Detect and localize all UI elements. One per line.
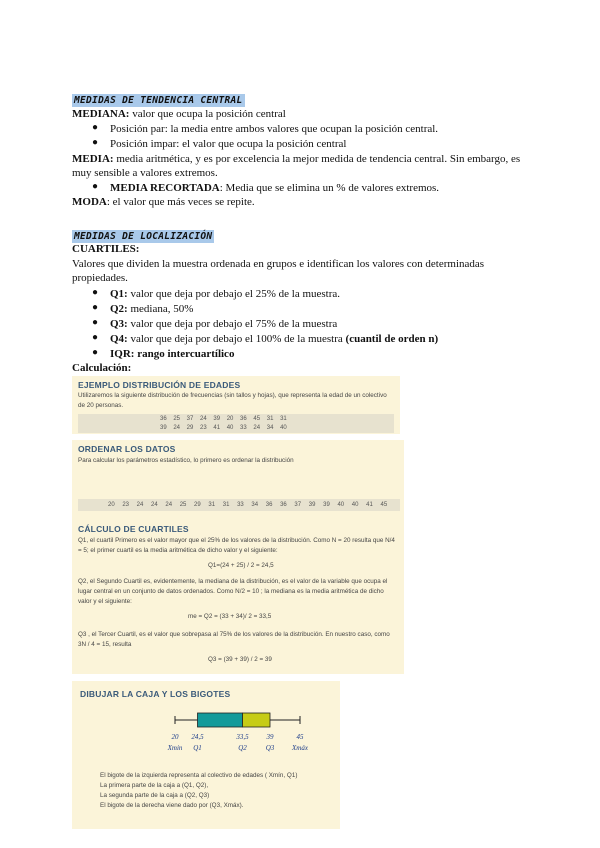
cuartiles-panel <box>72 440 404 674</box>
tick-label: 39 <box>266 733 274 741</box>
calculacion-label: Calculación: <box>72 362 132 374</box>
q1-text: Q1, el cuartil Primero es el valor mayor que el 25% de los valores de la distribución. Como N = 20 resulta que N/4 = 5; el primer cuartil es la media aritmética de dicho valor y el siguiente: <box>78 537 395 554</box>
quartile-name: Q1 <box>193 744 202 752</box>
boxplot-desc: La primera parte de la caja a (Q1, Q2), <box>100 782 209 789</box>
bullet-icon: ● <box>92 317 99 328</box>
media-paragraph: MEDIA: media aritmética, y es por excelencia la mejor medida de tendencia central. Sin embargo, es muy sensible a valores extremos. <box>72 153 521 179</box>
tick-label: 45 <box>296 733 304 741</box>
panel-title: ORDENAR LOS DATOS <box>78 444 176 454</box>
q3-formula: Q3 = (39 + 39) / 2 = 39 <box>208 656 272 663</box>
q3-item: Q3: valor que deja por debajo el 75% de la muestra <box>110 318 338 330</box>
q1-formula: Q1=(24 + 25) / 2 = 24,5 <box>208 562 274 569</box>
boxplot-desc: El bigote de la derecha viene dado por (Q3, Xmáx). <box>100 802 244 809</box>
media-recortada-line: MEDIA RECORTADA: Media que se elimina un % de valores extremos. <box>110 182 440 194</box>
panel-text: Para calcular los parámetros estadístico, lo primero es ordenar la distribución <box>78 457 294 464</box>
bullet-item: Posición impar: el valor que ocupa la posición central <box>110 138 347 150</box>
bullet-icon: ● <box>92 181 99 192</box>
q4-item: Q4: valor que deja por debajo el 100% de la muestra (cuantil de orden n) <box>110 333 439 345</box>
box-upper-half <box>243 713 271 727</box>
bullet-icon: ● <box>92 122 99 133</box>
section-heading-tendencia: MEDIDAS DE TENDENCIA CENTRAL <box>74 95 243 106</box>
q2-item: Q2: mediana, 50% <box>110 303 194 315</box>
quartile-name: Xmáx <box>292 744 308 752</box>
bullet-icon: ● <box>92 302 99 313</box>
boxplot-desc: La segunda parte de la caja a (Q2, Q3) <box>100 792 210 799</box>
bullet-icon: ● <box>92 347 99 358</box>
tick-label: 20 <box>171 733 179 741</box>
q1-item: Q1: valor que deja por debajo el 25% de la muestra. <box>110 288 341 300</box>
moda-line: MODA: el valor que más veces se repite. <box>72 196 255 208</box>
data-row: 39 24 29 23 41 40 33 24 34 40 <box>160 425 287 431</box>
data-row: 36 25 37 24 39 20 36 45 31 31 <box>160 416 287 422</box>
panel-title: EJEMPLO DISTRIBUCIÓN DE EDADES <box>78 380 241 390</box>
box-lower-half <box>198 713 243 727</box>
mediana-line: MEDIANA: valor que ocupa la posición central <box>72 108 286 120</box>
sorted-row: 20 23 24 24 24 25 29 31 31 33 34 36 36 37 39 39 40 40 41 45 <box>108 502 388 508</box>
panel-text: Utilizaremos la siguiente distribución de frecuencias (sin tallos y hojas), que representa la edad de un colectivo de 20 personas. <box>78 392 387 409</box>
boxplot-desc: El bigote de la izquierda representa al colectivo de edades ( Xmín, Q1) <box>100 772 298 779</box>
q2-formula: me = Q2 = (33 + 34)/ 2 = 33,5 <box>188 613 272 620</box>
bullet-icon: ● <box>92 137 99 148</box>
bullet-icon: ● <box>92 332 99 343</box>
tick-label: 33,5 <box>236 733 249 741</box>
bullet-icon: ● <box>92 287 99 298</box>
boxplot-chart <box>72 703 340 773</box>
quartile-name: Xmin <box>167 744 183 752</box>
panel-title: DIBUJAR LA CAJA Y LOS BIGOTES <box>80 689 231 699</box>
example-panel <box>72 376 400 434</box>
section-heading-localizacion: MEDIDAS DE LOCALIZACIÓN <box>74 231 213 242</box>
q3-text: Q3 , el Tercer Cuartil, es el valor que sobrepasa al 75% de los valores de la distribución. En nuestro caso, como 3N / 4 = 15, resulta <box>78 631 390 648</box>
panel-subtitle: CÁLCULO DE CUARTILES <box>78 524 189 534</box>
bullet-item: Posición par: la media entre ambos valores que ocupan la posición central. <box>110 123 439 135</box>
q2-text: Q2, el Segundo Cuartil es, evidentemente, la mediana de la distribución, es el valor de la variable que ocupa el lugar central en un conjunto de datos ordenados. Como N/2 = 10 ; la mediana es la media aritmética de dicho valor y el siguiente: <box>78 578 388 605</box>
boxplot-panel <box>72 681 340 829</box>
cuartiles-subheading: CUARTILES: <box>72 243 140 255</box>
quartile-name: Q3 <box>265 744 275 752</box>
iqr-item: IQR: rango intercuartílico <box>110 348 235 360</box>
quartile-name: Q2 <box>238 744 247 752</box>
tick-label: 24,5 <box>191 733 204 741</box>
cuartiles-intro: Valores que dividen la muestra ordenada en grupos e identifican los valores con determinadas propiedades. <box>72 258 485 284</box>
